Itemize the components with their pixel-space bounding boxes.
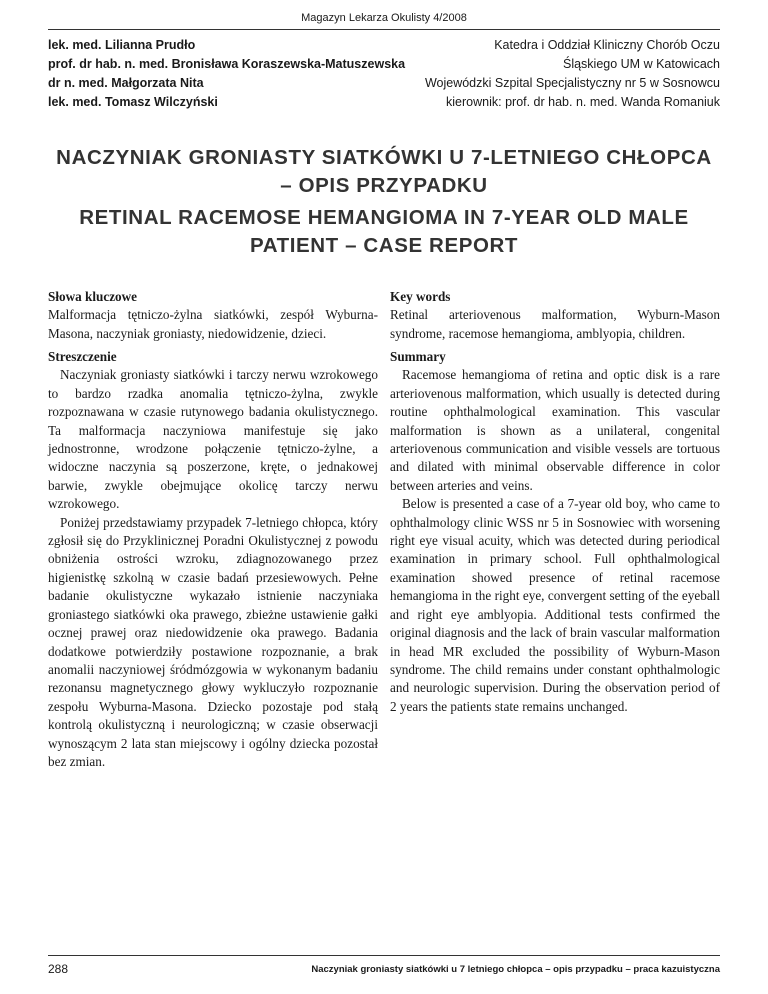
- footer-rule: [48, 955, 720, 956]
- affiliation-line: Katedra i Oddział Kliniczny Chorób Oczu: [494, 38, 720, 52]
- abstract-english-heading: Summary: [390, 349, 446, 364]
- journal-header: Magazyn Lekarza Okulisty 4/2008: [301, 12, 467, 24]
- title-english: [40, 204, 728, 260]
- keywords-polish-text: Malformacja tętniczo-żylna siatkówki, zespół Wyburna-Masona, naczyniak groniasty, niedowidzenie, dzieci.: [48, 307, 378, 341]
- affiliation-line: kierownik: prof. dr hab. n. med. Wanda Romaniuk: [446, 95, 720, 109]
- title-english-line: PATIENT – CASE REPORT: [249, 234, 519, 257]
- abstract-english-paragraph: Below is presented a case of a 7-year old boy, who came to ophthalmology clinic WSS nr 5 in Sosnowiec with worsening right eye visual acuity, which was detected during periodical examination in primary school. Full ophthalmological examination showed presence of retinal racemose hemangioma in the right eye, convergent setting of the eyeball and right eye amblyopia. Additional tests confirmed the original diagnosis and the lack of brain vascular malformation in head MR excluded the possibility of Wyburn-Mason syndrome. The child remains under constant ophthalmologic and neurologic supervision. During the observation period of 2 years the patients state remains unchanged.: [390, 496, 720, 714]
- author-name: prof. dr hab. n. med. Bronisława Koraszewska-Matuszewska: [48, 57, 406, 71]
- author-name: dr n. med. Małgorzata Nita: [48, 76, 204, 90]
- running-title: Naczyniak groniasty siatkówki u 7 letniego chłopca – opis przypadku – praca kazuistyczna: [311, 964, 720, 975]
- author-name: lek. med. Lilianna Prudło: [48, 38, 196, 52]
- affiliation-line: Wojewódzki Szpital Specjalistyczny nr 5 w Sosnowcu: [424, 76, 720, 90]
- affiliation-line: Śląskiego UM w Katowicach: [562, 57, 720, 71]
- title-polish: [40, 144, 728, 200]
- page-number: 288: [48, 962, 69, 976]
- title-polish-line: NACZYNIAK GRONIASTY SIATKÓWKI U 7-LETNIEGO CHŁOPCA: [56, 146, 712, 169]
- author-list: [48, 36, 405, 112]
- abstract-english-paragraph: Racemose hemangioma of retina and optic disk is a rare arteriovenous malformation, which usually is detected during routine ophthalmological examination. This vascular malformation is shown as a unilateral, congenital arteriovenous communication and visible vessels are tortuous and dilated with minimal observable difference in color between arteries and veins.: [390, 367, 720, 493]
- header-rule: [48, 29, 720, 30]
- abstract-polish-paragraph: Poniżej przedstawiamy przypadek 7-letniego chłopca, który zgłosił się do Przyklinicznej Poradni Okulistycznej z powodu obniżenia ostrości wzroku, zdiagnozowanego przez higienistkę szkolną w czasie badań przesiewowych. Pełne badanie okulistyczne wykazało istnienie naczyniaka groniastego siatkówki oka prawego, zbieżne ustawienie gałki ocznej prawej oraz niedowidzenie oka prawego. Badania dodatkowe potwierdziły postawione rozpoznanie, a brak anomalii naczyniowej śródmózgowia w wykonanym badaniu rezonansu magnetycznego głowy wykluczyło rozpoznanie zespołu Wyburna-Masona. Dziecko pozostaje pod stałą kontrolą okulistyczną i neurologiczną; w czasie obserwacji wynoszącym 2 lata stan miejscowy i ogólny dziecka pozostał bez zmian.: [48, 514, 378, 769]
- abstract-english: [390, 348, 720, 716]
- keywords-english: [390, 288, 720, 343]
- abstract-polish-heading: Streszczenie: [48, 349, 117, 364]
- keywords-polish: [48, 288, 378, 343]
- title-polish-line: – OPIS PRZYPADKU: [280, 174, 488, 197]
- author-name: lek. med. Tomasz Wilczyński: [48, 95, 218, 109]
- keywords-english-heading: Key words: [390, 289, 451, 304]
- affiliation-block: [425, 36, 720, 112]
- keywords-polish-heading: Słowa kluczowe: [48, 289, 138, 304]
- title-english-line: RETINAL RACEMOSE HEMANGIOMA IN 7-YEAR OLD MALE: [79, 206, 689, 229]
- keywords-english-text: Retinal arteriovenous malformation, Wyburn-Mason syndrome, racemose hemangioma, amblyopia, children.: [390, 307, 720, 341]
- abstract-polish-paragraph: Naczyniak groniasty siatkówki i tarczy nerwu wzrokowego to bardzo rzadka anomalia tętniczo-żylna, zwykle rozpoznawana w czasie rutynowego badania okulistycznego. Ta malformacja naczyniowa manifestuje się jako jednostronne, wrodzone połączenie tętniczo-żylne, a widoczne naczynia są poszerzone, kręte, o jednakowej barwie, zwykle obejmujące okolicę tarczy nerwu wzrokowego.: [48, 367, 378, 512]
- abstract-polish: [48, 348, 378, 771]
